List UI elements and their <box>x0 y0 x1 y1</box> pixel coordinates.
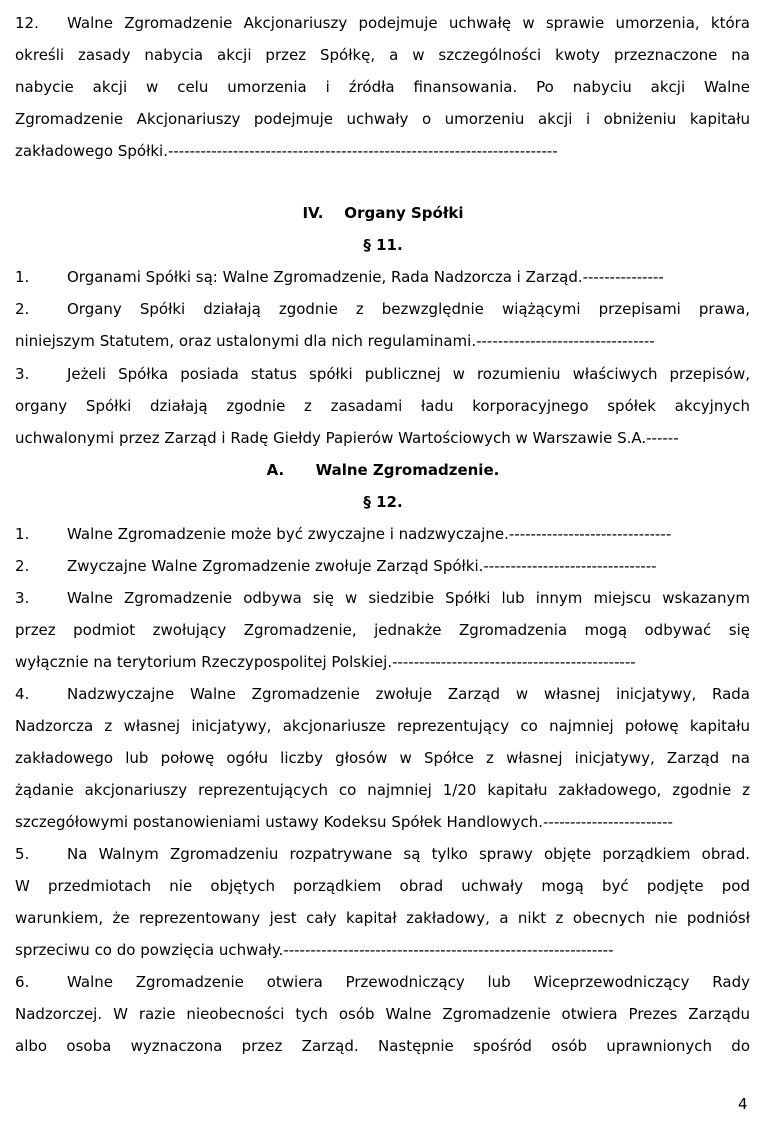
text-line: wyłącznie na terytorium Rzeczypospolitej Polskiej.--------------------------------------------- <box>15 653 636 671</box>
item-number: 12. <box>15 14 39 32</box>
text-line: Walne Zgromadzenie może być zwyczajne i nadzwyczajne.------------------------------ <box>67 525 672 543</box>
text-line: zakładowego Spółki.------------------------------------------------------------------------ <box>15 142 558 160</box>
text-line: warunkiem, że reprezentowany jest cały kapitał zakładowy, a nikt z obecnych nie podniósł <box>15 909 750 927</box>
text-line: Organami Spółki są: Walne Zgromadzenie, Rada Nadzorcza i Zarząd.--------------- <box>67 268 664 286</box>
item-number: 1. <box>15 525 30 543</box>
text-line: Jeżeli Spółka posiada status spółki publicznej w rozumieniu właściwych przepisów, <box>67 365 750 383</box>
item-number: 2. <box>15 300 30 318</box>
text-line: Zgromadzenie Akcjonariuszy podejmuje uchwały o umorzeniu akcji i obniżeniu kapitału <box>15 110 750 128</box>
text-line: Walne Zgromadzenie Akcjonariuszy podejmuje uchwałę w sprawie umorzenia, która <box>67 14 750 32</box>
item-number: 3. <box>15 589 30 607</box>
item-number: 1. <box>15 268 30 286</box>
text-line: żądanie akcjonariuszy reprezentujących co najmniej 1/20 kapitału zakładowego, zgodnie z <box>15 781 750 799</box>
item-number: 4. <box>15 685 30 703</box>
page-number: 4 <box>738 1095 748 1113</box>
text-line: szczegółowymi postanowieniami ustawy Kodeksu Spółek Handlowych.------------------------ <box>15 813 673 831</box>
text-line: Nadzwyczajne Walne Zgromadzenie zwołuje Zarząd w własnej inicjatywy, Rada <box>67 685 750 703</box>
item-number: 3. <box>15 365 30 383</box>
item-number: 6. <box>15 973 30 991</box>
section-heading: IV. Organy Spółki <box>302 204 464 222</box>
text-line: uchwalonymi przez Zarząd i Radę Giełdy Papierów Wartościowych w Warszawie S.A.------ <box>15 429 679 447</box>
text-line: Walne Zgromadzenie otwiera Przewodniczący lub Wiceprzewodniczący Rady <box>67 973 750 991</box>
text-line: Nadzorczej. W razie nieobecności tych osób Walne Zgromadzenie otwiera Prezes Zarządu <box>15 1005 750 1023</box>
text-line: określi zasady nabycia akcji przez Spółkę, a w szczególności kwoty przeznaczone na <box>15 46 750 64</box>
text-line: Zwyczajne Walne Zgromadzenie zwołuje Zarząd Spółki.-------------------------------- <box>67 557 657 575</box>
item-number: 2. <box>15 557 30 575</box>
text-line: nabycie akcji w celu umorzenia i źródła finansowania. Po nabyciu akcji Walne <box>15 78 750 96</box>
text-line: niniejszym Statutem, oraz ustalonymi dla nich regulaminami.--------------------------------- <box>15 332 655 350</box>
text-line: przez podmiot zwołujący Zgromadzenie, jednakże Zgromadzenia mogą odbywać się <box>15 621 750 639</box>
text-line: W przedmiotach nie objętych porządkiem obrad uchwały mogą być podjęte pod <box>15 877 750 895</box>
text-line: Na Walnym Zgromadzeniu rozpatrywane są tylko sprawy objęte porządkiem obrad. <box>67 845 750 863</box>
paragraph-symbol: § 12. <box>363 493 403 511</box>
text-line: Walne Zgromadzenie odbywa się w siedzibie Spółki lub innym miejscu wskazanym <box>67 589 750 607</box>
text-line: zakładowego lub połowę ogółu liczby głosów w Spółce z własnej inicjatywy, Zarząd na <box>15 749 750 767</box>
text-line: sprzeciwu co do powzięcia uchwały.------------------------------------------------------------- <box>15 941 614 959</box>
text-line: Organy Spółki działają zgodnie z bezwzględnie wiążącymi przepisami prawa, <box>67 300 750 318</box>
section-heading: A. Walne Zgromadzenie. <box>266 461 500 479</box>
paragraph-symbol: § 11. <box>363 236 403 254</box>
text-line: Nadzorcza z własnej inicjatywy, akcjonariusze reprezentujący co najmniej połowę kapitału <box>15 717 750 735</box>
text-line: albo osoba wyznaczona przez Zarząd. Następnie spośród osób uprawnionych do <box>15 1037 750 1055</box>
item-number: 5. <box>15 845 30 863</box>
text-line: organy Spółki działają zgodnie z zasadami ładu korporacyjnego spółek akcyjnych <box>15 397 750 415</box>
